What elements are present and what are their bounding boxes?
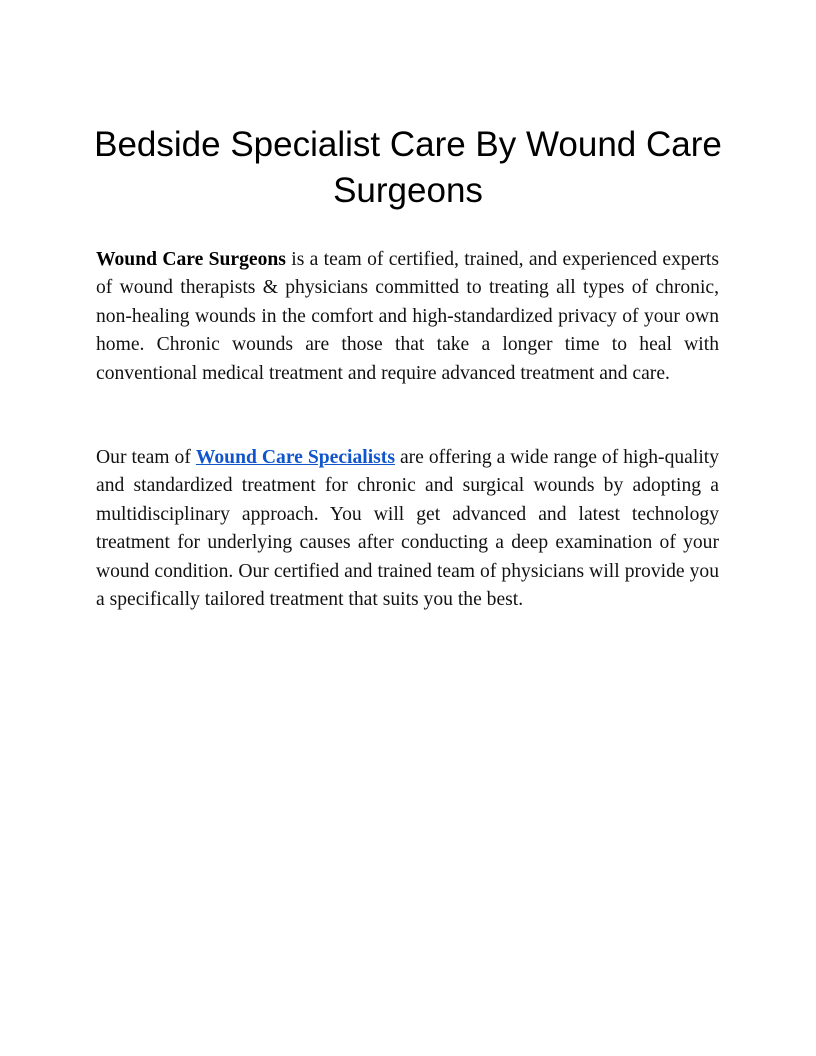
specialists-paragraph-lead-text: Our team of [96, 447, 196, 468]
intro-paragraph-text: is a team of certified, trained, and experienced experts of wound therapists & physicians committed to treating all types of chronic, non-healing wounds in the comfort and high-standardized privacy of your own home. Chronic wounds are those that take a longer time to heal with conventional medical treatment and require advanced treatment and care. [96, 249, 719, 384]
company-name: Wound Care Surgeons [96, 249, 286, 270]
document-title: Bedside Specialist Care By Wound Care Surgeons [94, 125, 722, 210]
specialists-paragraph [96, 444, 719, 614]
wound-care-specialists-link[interactable]: Wound Care Specialists [195, 447, 395, 468]
specialists-paragraph-text: are offering a wide range of high-quality and standardized treatment for chronic and surgical wounds by adopting a multidisciplinary approach. You will get advanced and latest technology treatment for underlying causes after conducting a deep examination of your wound condition. Our certified and trained team of physicians will provide you a specifically tailored treatment that suits you the best. [96, 447, 720, 611]
intro-paragraph [96, 246, 719, 388]
